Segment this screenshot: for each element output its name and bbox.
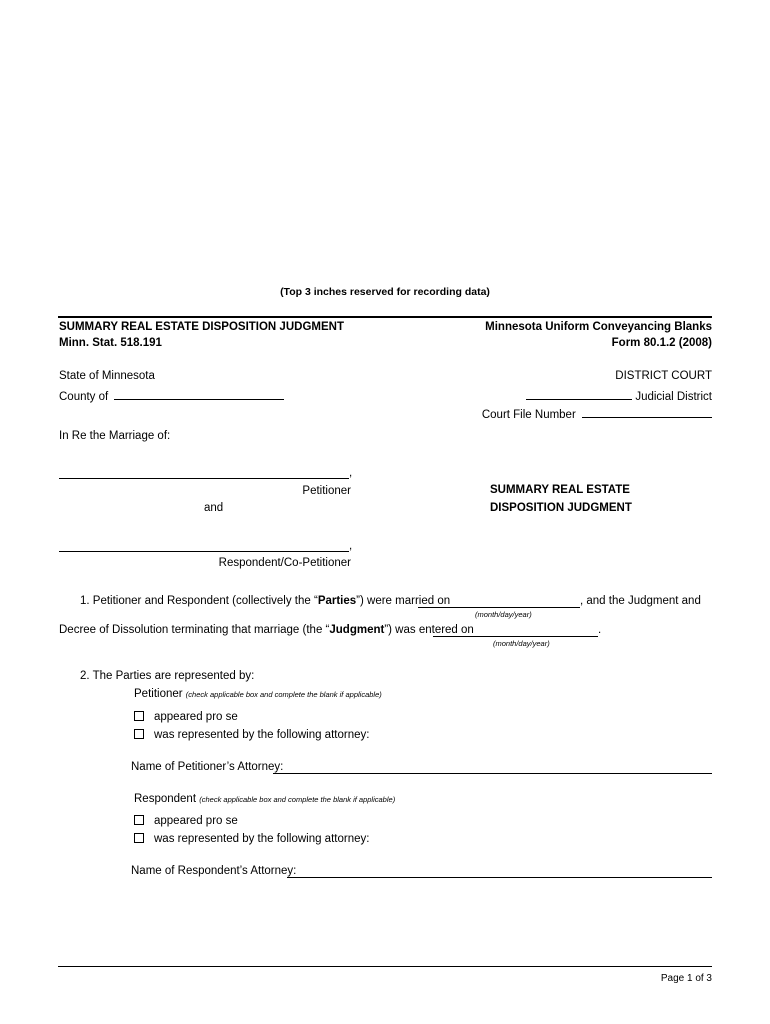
respondent-name-field[interactable] xyxy=(59,551,349,552)
para1-tail: , and the Judgment and xyxy=(580,595,701,607)
form-number: Form 80.1.2 (2008) xyxy=(611,337,712,349)
petitioner-name-field[interactable] xyxy=(59,478,349,479)
para1-mid: ”) were married on xyxy=(356,595,451,607)
judgment-term: Judgment xyxy=(329,624,385,636)
court-file-label: Court File Number xyxy=(481,409,576,421)
petitioner-attorney-name-field[interactable] xyxy=(273,773,712,774)
petitioner-label: Petitioner xyxy=(302,485,351,497)
respondent-attorney-label: was represented by the following attorney: xyxy=(154,833,370,845)
respondent-attorney-option[interactable] xyxy=(134,833,369,845)
recording-note: (Top 3 inches reserved for recording data) xyxy=(280,286,490,298)
respondent-attorney-name-field[interactable] xyxy=(287,877,712,878)
para1-period: . xyxy=(598,624,602,636)
respondent-section-hint: (check applicable box and complete the blank if applicable) xyxy=(199,795,396,804)
petitioner-comma: , xyxy=(349,467,353,479)
para1-line2-mid: ”) was entered on xyxy=(384,624,474,636)
marriage-date-field[interactable] xyxy=(418,607,580,608)
judicial-district-field[interactable] xyxy=(526,388,632,400)
judgment-date-hint: (month/day/year) xyxy=(493,639,550,648)
respondent-label: Respondent/Co-Petitioner xyxy=(218,557,351,569)
judicial-district-label: Judicial District xyxy=(635,391,712,403)
form-title: SUMMARY REAL ESTATE DISPOSITION JUDGMENT xyxy=(59,321,344,333)
doc-title-line2: DISPOSITION JUDGMENT xyxy=(490,502,632,514)
respondent-section-label: Respondent xyxy=(134,793,197,805)
respondent-attorney-checkbox[interactable] xyxy=(134,833,144,843)
district-court-label: DISTRICT COURT xyxy=(615,370,712,382)
footer-rule xyxy=(58,966,712,967)
statute-ref: Minn. Stat. 518.191 xyxy=(59,337,162,349)
marriage-date-hint: (month/day/year) xyxy=(475,610,532,619)
respondent-section-heading xyxy=(134,793,395,805)
petitioner-pro-se-option[interactable] xyxy=(134,711,238,723)
para1-line2-lead: Decree of Dissolution terminating that marriage (the “ xyxy=(59,624,330,636)
judicial-district-row xyxy=(526,388,712,403)
petitioner-pro-se-checkbox[interactable] xyxy=(134,711,144,721)
county-row xyxy=(59,388,284,403)
respondent-pro-se-checkbox[interactable] xyxy=(134,815,144,825)
doc-title-line1: SUMMARY REAL ESTATE xyxy=(490,484,630,496)
respondent-pro-se-option[interactable] xyxy=(134,815,238,827)
para1-lead: 1. Petitioner and Respondent (collectively the “ xyxy=(80,595,318,607)
header-rule xyxy=(58,316,712,318)
state-label: State of Minnesota xyxy=(59,370,155,382)
petitioner-attorney-checkbox[interactable] xyxy=(134,729,144,739)
respondent-comma: , xyxy=(349,540,353,552)
petitioner-section-hint: (check applicable box and complete the blank if applicable) xyxy=(185,690,382,699)
petitioner-attorney-name-label: Name of Petitioner’s Attorney: xyxy=(131,761,284,773)
court-file-row xyxy=(482,406,712,421)
parties-term: Parties xyxy=(317,595,357,607)
petitioner-attorney-label: was represented by the following attorney: xyxy=(154,729,370,741)
county-label: County of xyxy=(59,391,109,403)
para1-line2 xyxy=(59,624,474,636)
petitioner-attorney-option[interactable] xyxy=(134,729,369,741)
petitioner-section-label: Petitioner xyxy=(134,688,183,700)
para1-line1 xyxy=(80,595,450,607)
petitioner-section-heading xyxy=(134,688,382,700)
in-re-label: In Re the Marriage of: xyxy=(59,430,171,442)
form-series: Minnesota Uniform Conveyancing Blanks xyxy=(485,321,712,333)
and-label: and xyxy=(204,502,224,514)
county-field[interactable] xyxy=(114,388,284,400)
respondent-pro-se-label: appeared pro se xyxy=(154,815,238,827)
respondent-attorney-name-label: Name of Respondent’s Attorney: xyxy=(131,865,297,877)
court-file-field[interactable] xyxy=(582,406,712,418)
petitioner-pro-se-label: appeared pro se xyxy=(154,711,238,723)
para2-lead: 2. The Parties are represented by: xyxy=(80,670,255,682)
judgment-date-field[interactable] xyxy=(433,636,598,637)
page-number: Page 1 of 3 xyxy=(660,973,712,984)
